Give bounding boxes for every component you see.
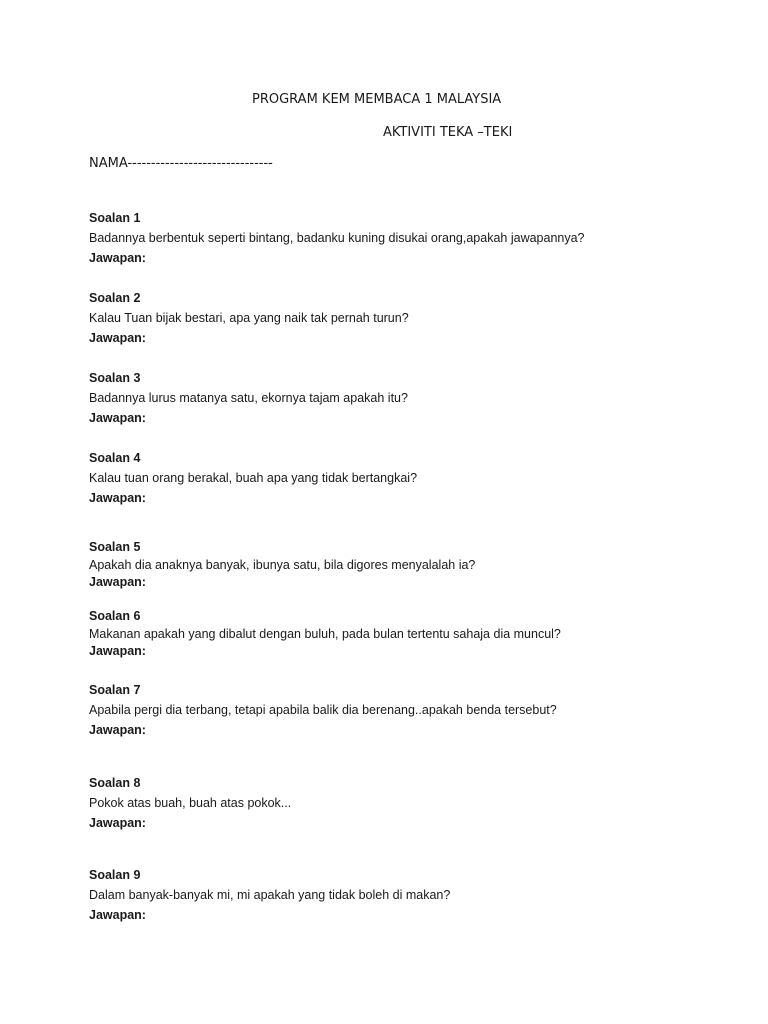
question-1 (89, 208, 585, 268)
question-4 (89, 448, 417, 508)
question-label: Soalan 2 (89, 291, 141, 305)
answer-label: Jawapan: (89, 491, 146, 505)
question-label: Soalan 1 (89, 211, 141, 225)
question-text: Dalam banyak-banyak mi, mi apakah yang tidak boleh di makan? (89, 888, 451, 902)
question-text: Kalau Tuan bijak bestari, apa yang naik tak pernah turun? (89, 311, 409, 325)
name-field: NAMA------------------------------- (89, 156, 273, 171)
question-text: Apabila pergi dia terbang, tetapi apabila balik dia berenang..apakah benda tersebut? (89, 703, 557, 717)
page-title: PROGRAM KEM MEMBACA 1 MALAYSIA (252, 92, 502, 107)
question-label: Soalan 9 (89, 868, 141, 882)
question-text: Makanan apakah yang dibalut dengan buluh, pada bulan tertentu sahaja dia muncul? (89, 626, 561, 641)
question-5 (89, 539, 475, 592)
question-6 (89, 608, 561, 661)
answer-label: Jawapan: (89, 644, 146, 658)
answer-label: Jawapan: (89, 575, 146, 589)
answer-label: Jawapan: (89, 331, 146, 345)
question-label: Soalan 6 (89, 609, 141, 623)
answer-label: Jawapan: (89, 816, 146, 830)
question-label: Soalan 5 (89, 540, 141, 554)
question-label: Soalan 3 (89, 371, 141, 385)
question-text: Apakah dia anaknya banyak, ibunya satu, bila digores menyalalah ia? (89, 557, 476, 572)
question-3 (89, 368, 408, 428)
question-9 (89, 865, 450, 925)
question-8 (89, 773, 291, 833)
answer-label: Jawapan: (89, 251, 146, 265)
question-7 (89, 680, 557, 740)
page-subtitle: AKTIVITI TEKA –TEKI (383, 125, 513, 140)
answer-label: Jawapan: (89, 908, 146, 922)
question-text: Pokok atas buah, buah atas pokok... (89, 796, 292, 810)
question-text: Badannya lurus matanya satu, ekornya tajam apakah itu? (89, 391, 408, 405)
question-label: Soalan 8 (89, 776, 141, 790)
question-text: Kalau tuan orang berakal, buah apa yang tidak bertangkai? (89, 471, 418, 485)
question-text: Badannya berbentuk seperti bintang, badanku kuning disukai orang,apakah jawapannya? (89, 231, 585, 245)
answer-label: Jawapan: (89, 723, 146, 737)
question-label: Soalan 4 (89, 451, 141, 465)
question-2 (89, 288, 409, 348)
answer-label: Jawapan: (89, 411, 146, 425)
question-label: Soalan 7 (89, 683, 141, 697)
